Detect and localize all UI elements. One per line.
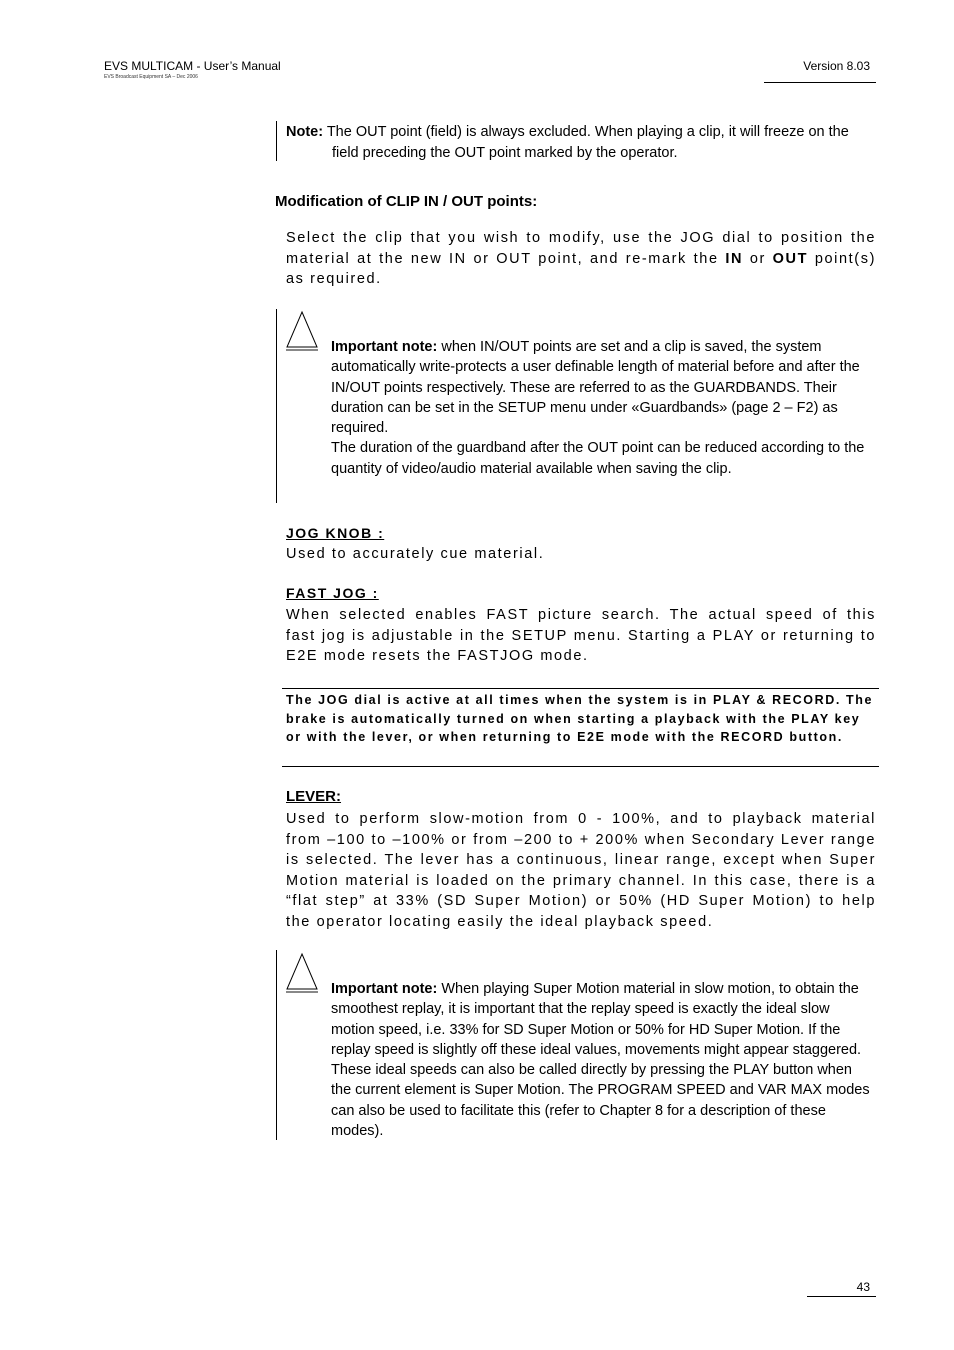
important-note-1-text2: The duration of the guardband after the OUT point can be reduced according to the quantity of video/audio material available when saving the clip.	[331, 440, 865, 477]
header-title: EVS MULTICAM - User’s Manual	[104, 59, 281, 73]
in-label: IN	[725, 250, 744, 267]
note-line2: field preceding the OUT point marked by the operator.	[332, 145, 678, 161]
header-rule	[764, 82, 876, 83]
warning-triangle-icon	[285, 952, 319, 994]
jog-knob-heading: JOG KNOB :	[286, 525, 385, 541]
important-note-2-label: Important note:	[331, 981, 438, 997]
note-label: Note:	[286, 124, 324, 140]
lever-text: Used to perform slow-motion from 0 - 100%, and to playback material from –100 to –100% or from –200 to + 200% when Secondary Lever range is selected. The lever has a continuous, linear range, except when Super Motion material is loaded on the primary channel. In this case, there is a “flat step” at 33% (SD Super Motion) or 50% (HD Super Motion) to help the operator locating easily the ideal playback speed.	[286, 811, 876, 930]
fast-jog-text: When selected enables FAST picture search. The actual speed of this fast jog is adjustable in the SETUP menu. Starting a PLAY or returning to E2E mode resets the FASTJOG mode.	[286, 607, 876, 664]
modification-paragraph: Select the clip that you wish to modify, use the JOG dial to position the material at the new IN or OUT point, and re-mark the IN or OUT point(s) as required.	[286, 230, 876, 287]
important-note-1	[331, 337, 876, 479]
important-note-2	[331, 979, 876, 1141]
important-note-1-text1: when IN/OUT points are set and a clip is saved, the system automatically write-protects a user definable length of material before and after the IN/OUT points respectively. These are referred to as the GUARDBANDS. Their duration can be set in the SETUP menu under «Guardbands» (page 2 – F2) as required.	[331, 339, 860, 437]
box-top-rule	[282, 688, 879, 689]
important-note-2-margin-bar	[276, 950, 277, 1140]
box-bottom-rule	[282, 766, 879, 767]
note-line1: The OUT point (field) is always excluded. When playing a clip, it will freeze on the	[323, 124, 849, 140]
note-margin-bar	[276, 121, 277, 161]
important-note-1-margin-bar	[276, 309, 277, 503]
jog-knob-text: Used to accurately cue material.	[286, 546, 545, 562]
header-subtitle: EVS Broadcast Equipment SA – Dec 2006	[104, 74, 198, 80]
header-version: Version 8.03	[803, 59, 870, 73]
fast-jog-heading: FAST JOG :	[286, 585, 379, 601]
page-number: 43	[856, 1280, 870, 1294]
out-label: OUT	[772, 250, 809, 267]
warning-triangle-icon	[285, 310, 319, 352]
important-note-1-label: Important note:	[331, 339, 438, 355]
lever-heading: LEVER:	[286, 788, 342, 805]
section-heading-modification: Modification of CLIP IN / OUT points:	[275, 193, 538, 210]
footer-rule	[807, 1296, 876, 1297]
note-block	[286, 122, 876, 164]
important-note-2-text: When playing Super Motion material in slow motion, to obtain the smoothest replay, it is important that the replay speed is exactly the ideal slow motion speed, i.e. 33% for SD Super Motion or 50% for HD Super Motion. If the replay speed is slightly off these ideal values, movements might appear staggered. These ideal speeds can also be called directly by pressing the PLAY button when the current element is Super Motion. The PROGRAM SPEED and VAR MAX modes can also be used to facilitate this (refer to Chapter 8 for a description of these modes).	[331, 981, 870, 1140]
jog-dial-boxed-note: The JOG dial is active at all times when the system is in PLAY & RECORD. The brake is automatically turned on when starting a playback with the PLAY key or with the lever, or when returning to E2E mode with the RECORD button.	[286, 693, 874, 744]
